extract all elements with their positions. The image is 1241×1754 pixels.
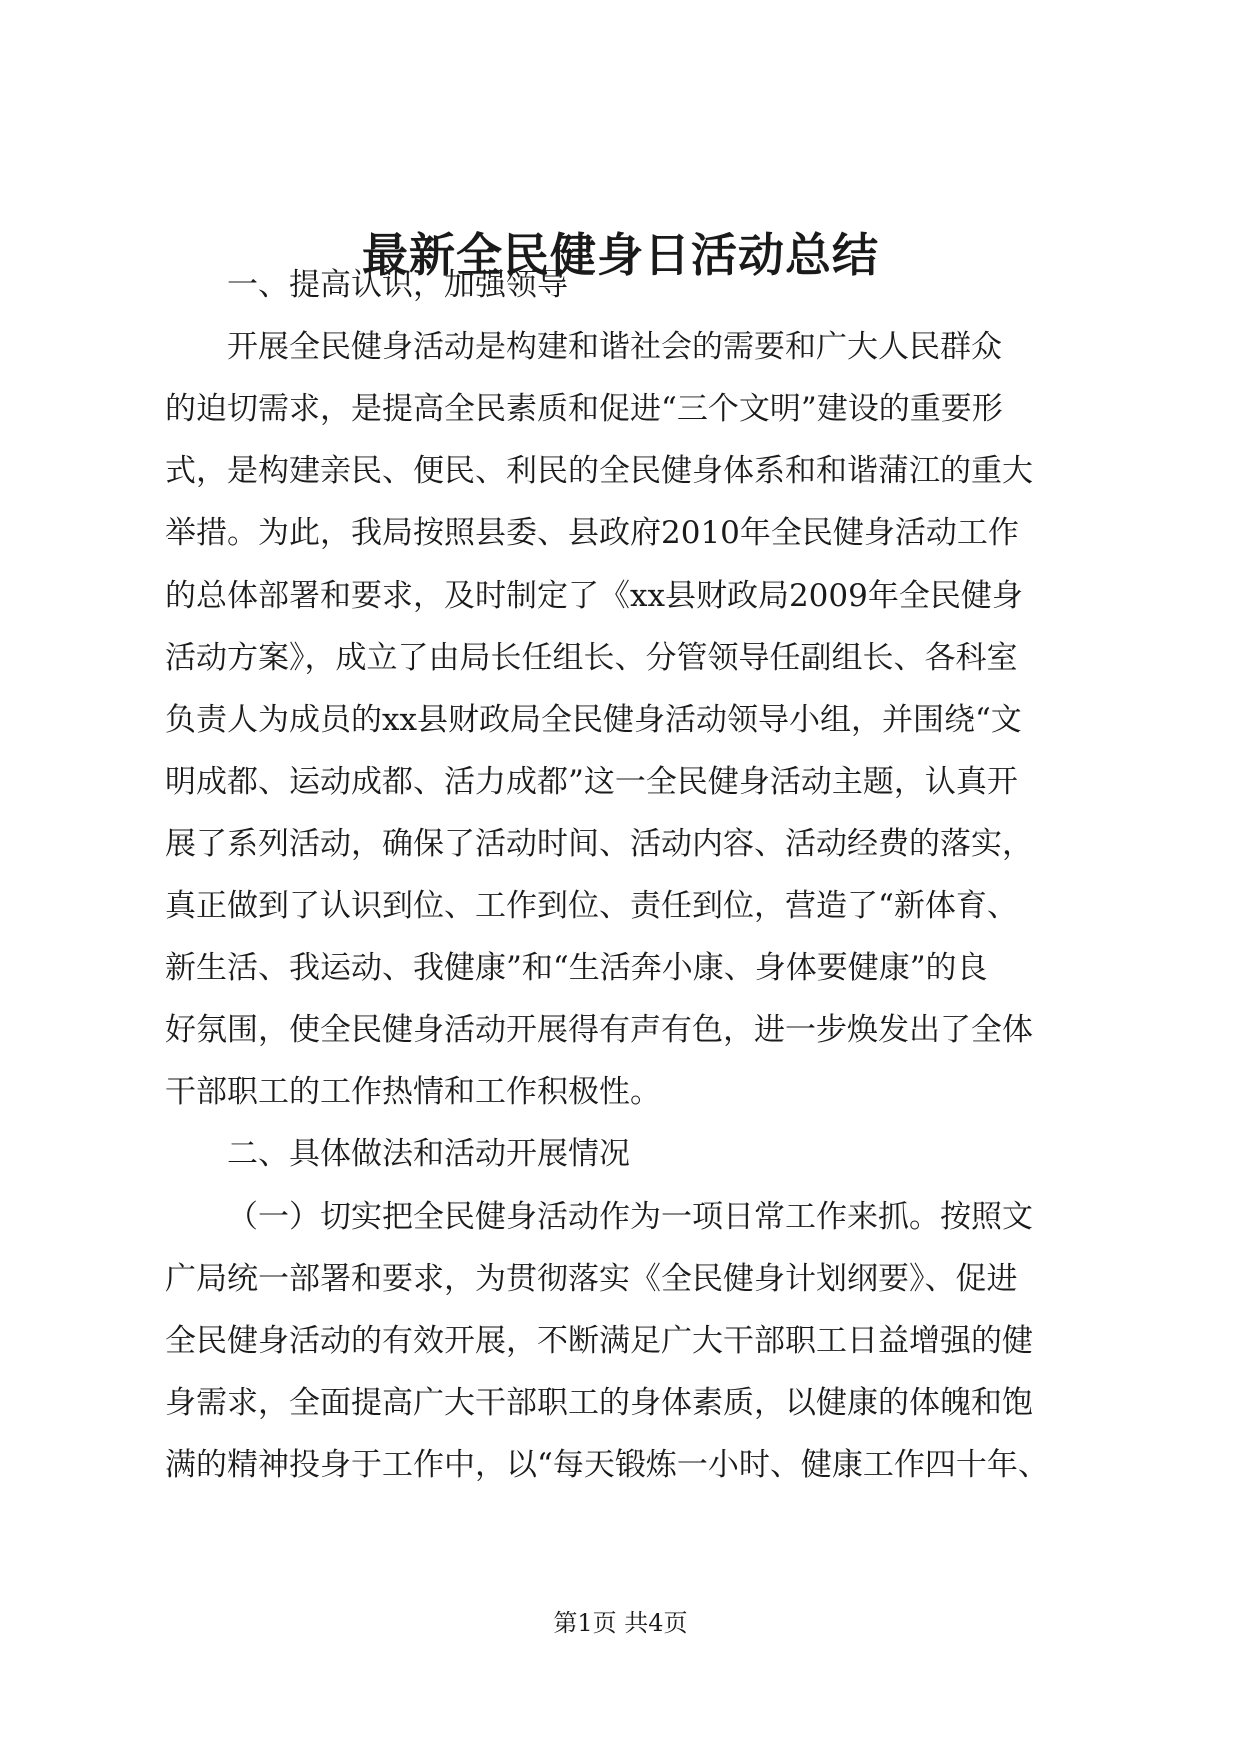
body-line: 身需求，全面提高广大干部职工的身体素质，以健康的体魄和饱 — [165, 1384, 1033, 1421]
body-line: 广局统一部署和要求，为贯彻落实《全民健身计划纲要》、促进 — [165, 1260, 1018, 1297]
body-line: 的总体部署和要求，及时制定了《xx县财政局2009年全民健身 — [165, 577, 1023, 614]
body-line: 好氛围，使全民健身活动开展得有声有色，进一步焕发出了全体 — [165, 1012, 1033, 1049]
body-line: 干部职工的工作热情和工作积极性。 — [165, 1074, 661, 1111]
body-line: 全民健身活动的有效开展，不断满足广大干部职工日益增强的健 — [165, 1322, 1033, 1359]
page-footer: 第1页 共4页 — [553, 1609, 688, 1637]
body-line: 二、具体做法和活动开展情况 — [227, 1136, 630, 1173]
body-line: 开展全民健身活动是构建和谐社会的需要和广大人民群众 — [227, 329, 1002, 366]
document-title: 最新全民健身日活动总结 — [362, 228, 879, 282]
body-line: 真正做到了认识到位、工作到位、责任到位，营造了“新体育、 — [165, 888, 1018, 924]
body-line: （一）切实把全民健身活动作为一项日常工作来抓。按照文 — [227, 1198, 1033, 1235]
body-line: 展了系列活动，确保了活动时间、活动内容、活动经费的落实， — [165, 825, 1033, 862]
body-line: 负责人为成员的xx县财政局全民健身活动领导小组，并围绕“文 — [165, 701, 1022, 738]
body-line: 满的精神投身于工作中，以“每天锻炼一小时、健康工作四十年、 — [165, 1446, 1049, 1483]
body-line: 新生活、我运动、我健康”和“生活奔小康、身体要健康”的良 — [165, 950, 988, 987]
body-line: 明成都、运动成都、活力成都”这一全民健身活动主题，认真开 — [165, 763, 1018, 800]
body-line: 的迫切需求，是提高全民素质和促进“三个文明”建设的重要形 — [165, 391, 1003, 428]
body-line: 活动方案》，成立了由局长任组长、分管领导任副组长、各科室 — [165, 639, 1018, 676]
body-line: 举措。为此，我局按照县委、县政府2010年全民健身活动工作 — [165, 515, 1019, 552]
body-line: 一、提高认识，加强领导 — [227, 267, 568, 303]
body-line: 式，是构建亲民、便民、利民的全民健身体系和和谐蒲江的重大 — [165, 453, 1033, 490]
